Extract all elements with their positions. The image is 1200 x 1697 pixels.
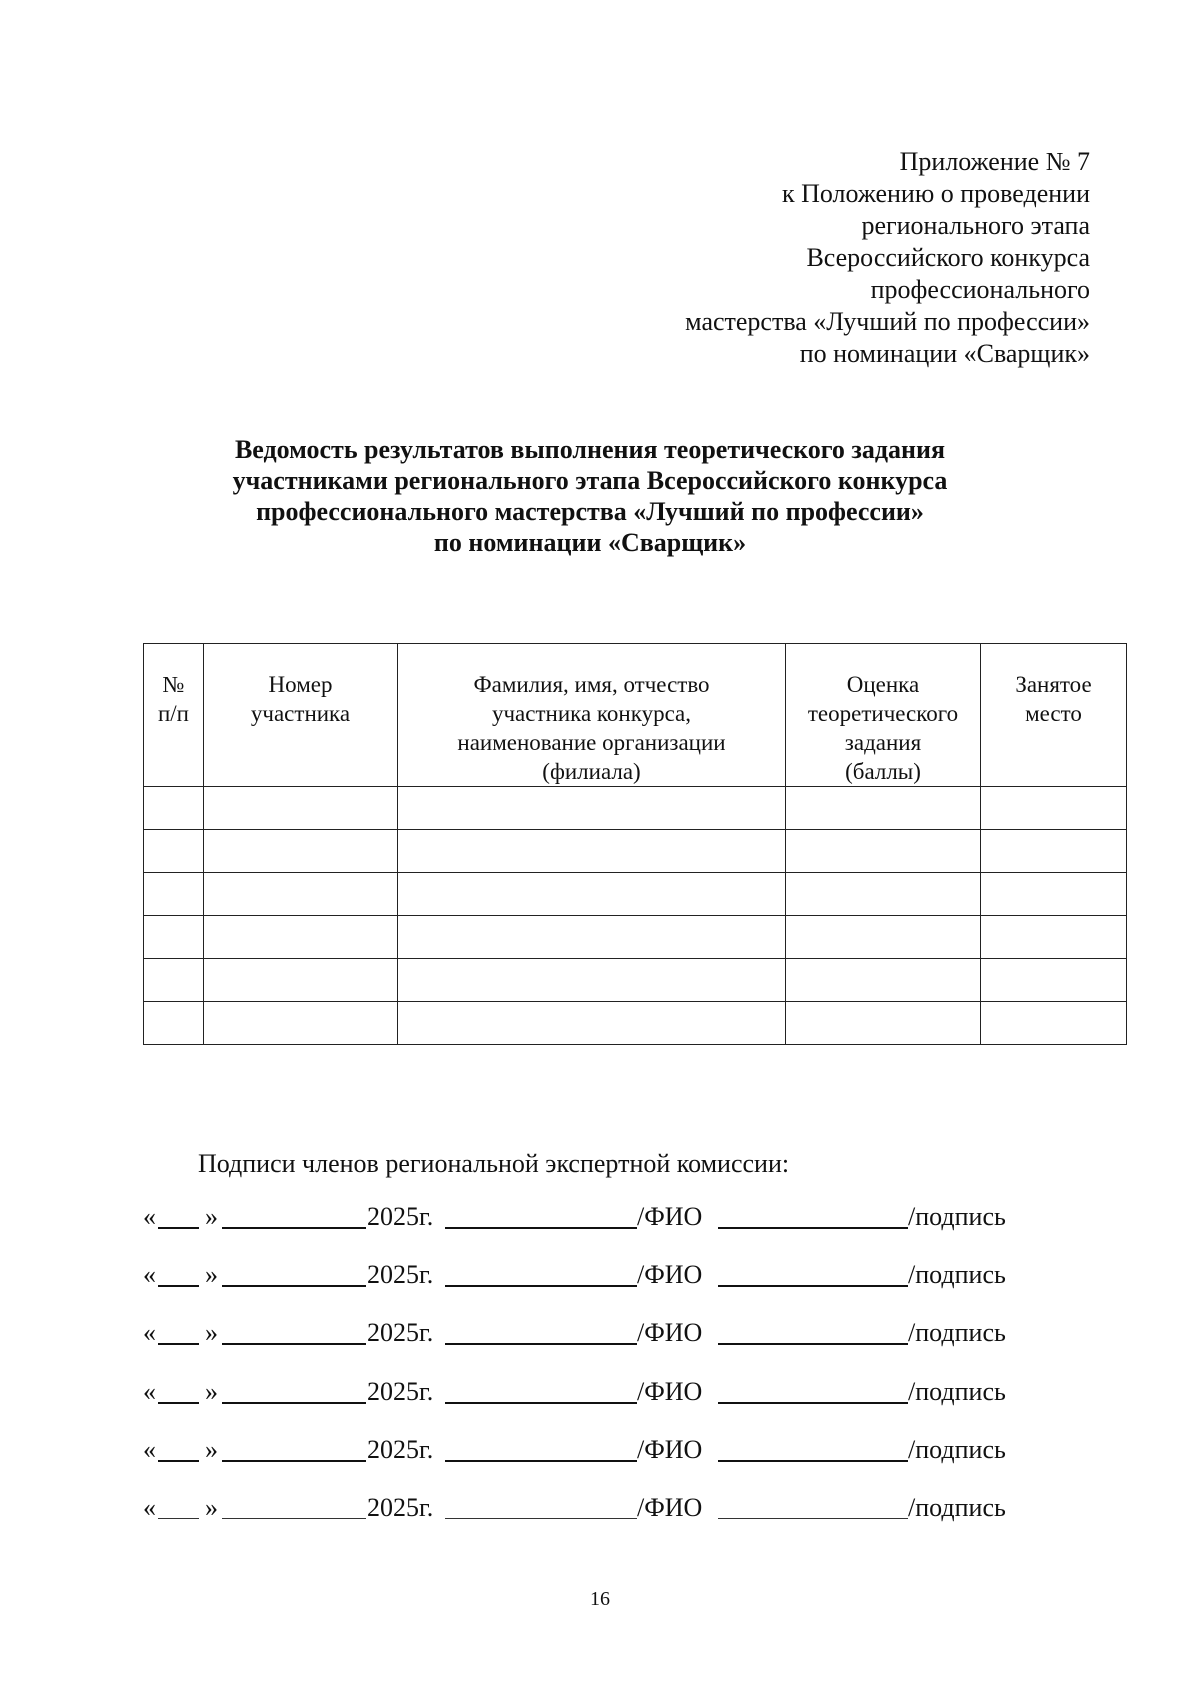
- table-cell[interactable]: [144, 916, 204, 959]
- year-label: 2025г.: [367, 1202, 434, 1231]
- fio-field[interactable]: [445, 1343, 637, 1345]
- close-quote: »: [205, 1435, 218, 1464]
- table-cell[interactable]: [786, 787, 981, 830]
- table-cell[interactable]: [981, 916, 1127, 959]
- column-header: [204, 644, 398, 787]
- year-label: 2025г.: [367, 1493, 434, 1522]
- table-cell[interactable]: [786, 959, 981, 1002]
- column-header-line: теоретического: [807, 701, 959, 726]
- column-header-line: участника: [250, 701, 351, 726]
- fio-label: /ФИО: [637, 1435, 703, 1464]
- column-header-line: Оценка: [846, 672, 920, 697]
- column-header-line: п/п: [157, 701, 189, 726]
- signature-field[interactable]: [718, 1402, 908, 1404]
- column-header-line: место: [1025, 701, 1082, 726]
- table-cell[interactable]: [981, 1002, 1127, 1045]
- fio-field[interactable]: [445, 1518, 637, 1519]
- column-header-line: задания: [844, 730, 922, 755]
- appendix-block: [570, 146, 1090, 370]
- close-quote: »: [205, 1318, 218, 1347]
- table-cell[interactable]: [981, 830, 1127, 873]
- day-field[interactable]: [158, 1402, 199, 1404]
- fio-label: /ФИО: [637, 1202, 703, 1231]
- fio-field[interactable]: [445, 1402, 637, 1404]
- column-header-line: (баллы): [845, 759, 921, 784]
- close-quote: »: [205, 1377, 218, 1406]
- table-cell[interactable]: [398, 959, 786, 1002]
- signature-label: /подпись: [908, 1493, 1006, 1522]
- signature-line: [143, 1316, 1123, 1350]
- open-quote: «: [143, 1377, 156, 1406]
- table-cell[interactable]: [398, 787, 786, 830]
- signature-label: /подпись: [908, 1377, 1006, 1406]
- appendix-line: мастерства «Лучший по профессии»: [685, 307, 1090, 336]
- signature-label: /подпись: [908, 1318, 1006, 1347]
- day-field[interactable]: [158, 1518, 199, 1519]
- day-field[interactable]: [158, 1227, 199, 1229]
- table-cell[interactable]: [144, 830, 204, 873]
- table-cell[interactable]: [144, 1002, 204, 1045]
- signature-field[interactable]: [718, 1518, 908, 1519]
- table-cell[interactable]: [981, 873, 1127, 916]
- table-row: [144, 787, 1127, 830]
- table-cell[interactable]: [204, 1002, 398, 1045]
- month-field[interactable]: [222, 1285, 366, 1287]
- close-quote: »: [205, 1202, 218, 1231]
- fio-label: /ФИО: [637, 1318, 703, 1347]
- table-cell[interactable]: [981, 787, 1127, 830]
- open-quote: «: [143, 1318, 156, 1347]
- table-row: [144, 873, 1127, 916]
- table-cell[interactable]: [398, 830, 786, 873]
- day-field[interactable]: [158, 1285, 199, 1287]
- appendix-line: регионального этапа: [861, 211, 1090, 240]
- table-row: [144, 1002, 1127, 1045]
- signature-field[interactable]: [718, 1343, 908, 1345]
- signature-field[interactable]: [718, 1285, 908, 1287]
- table-cell[interactable]: [204, 830, 398, 873]
- close-quote: »: [205, 1260, 218, 1289]
- year-label: 2025г.: [367, 1377, 434, 1406]
- table-cell[interactable]: [144, 959, 204, 1002]
- signature-field[interactable]: [718, 1460, 908, 1462]
- fio-field[interactable]: [445, 1227, 637, 1229]
- month-field[interactable]: [222, 1343, 366, 1345]
- title-line: Ведомость результатов выполнения теоретического задания: [234, 435, 946, 464]
- month-field[interactable]: [222, 1402, 366, 1404]
- month-field[interactable]: [222, 1227, 366, 1229]
- month-field[interactable]: [222, 1518, 366, 1519]
- column-header: [144, 644, 204, 787]
- column-header-line: Номер: [268, 672, 333, 697]
- column-header-line: Занятое: [1015, 672, 1092, 697]
- table-cell[interactable]: [786, 830, 981, 873]
- column-header-line: (филиала): [542, 759, 641, 784]
- table-cell[interactable]: [398, 916, 786, 959]
- column-header: [981, 644, 1127, 787]
- close-quote: »: [205, 1493, 218, 1522]
- open-quote: «: [143, 1493, 156, 1522]
- table-cell[interactable]: [144, 873, 204, 916]
- table-row: [144, 916, 1127, 959]
- title-line: участниками регионального этапа Всероссийского конкурса: [232, 466, 948, 495]
- title-line: профессионального мастерства «Лучший по профессии»: [256, 497, 924, 526]
- appendix-line: Всероссийского конкурса: [806, 243, 1090, 272]
- table-header-row: [144, 644, 1127, 787]
- day-field[interactable]: [158, 1460, 199, 1462]
- signatures-heading: Подписи членов региональной экспертной комиссии:: [198, 1149, 790, 1178]
- signature-line: [143, 1491, 1123, 1525]
- signature-line: [143, 1433, 1123, 1467]
- fio-label: /ФИО: [637, 1377, 703, 1406]
- title-line: по номинации «Сварщик»: [433, 528, 747, 557]
- appendix-line: профессионального: [870, 275, 1090, 304]
- month-field[interactable]: [222, 1460, 366, 1462]
- table-cell[interactable]: [786, 1002, 981, 1045]
- table-cell[interactable]: [204, 873, 398, 916]
- fio-field[interactable]: [445, 1460, 637, 1462]
- day-field[interactable]: [158, 1343, 199, 1345]
- column-header-line: №: [162, 672, 185, 697]
- table-row: [144, 830, 1127, 873]
- appendix-line: к Положению о проведении: [781, 179, 1090, 208]
- column-header: [398, 644, 786, 787]
- open-quote: «: [143, 1260, 156, 1289]
- year-label: 2025г.: [367, 1318, 434, 1347]
- document-title: [130, 434, 1050, 558]
- fio-label: /ФИО: [637, 1493, 703, 1522]
- year-label: 2025г.: [367, 1435, 434, 1464]
- open-quote: «: [143, 1202, 156, 1231]
- column-header: [786, 644, 981, 787]
- signature-field[interactable]: [718, 1227, 908, 1229]
- signature-label: /подпись: [908, 1260, 1006, 1289]
- results-table: [143, 643, 1127, 1045]
- table-cell[interactable]: [786, 916, 981, 959]
- column-header-line: участника конкурса,: [491, 701, 692, 726]
- appendix-line: Приложение № 7: [899, 147, 1090, 176]
- column-header-line: Фамилия, имя, отчество: [473, 672, 710, 697]
- column-header-line: наименование организации: [457, 730, 726, 755]
- table-cell[interactable]: [204, 787, 398, 830]
- signature-line: [143, 1258, 1123, 1292]
- signature-label: /подпись: [908, 1435, 1006, 1464]
- table-cell[interactable]: [204, 916, 398, 959]
- signature-line: [143, 1375, 1123, 1409]
- fio-label: /ФИО: [637, 1260, 703, 1289]
- table-cell[interactable]: [786, 873, 981, 916]
- fio-field[interactable]: [445, 1285, 637, 1287]
- page-number: 16: [590, 1588, 610, 1610]
- year-label: 2025г.: [367, 1260, 434, 1289]
- signature-label: /подпись: [908, 1202, 1006, 1231]
- table-cell[interactable]: [981, 959, 1127, 1002]
- appendix-line: по номинации «Сварщик»: [799, 339, 1090, 368]
- table-row: [144, 959, 1127, 1002]
- signature-line: [143, 1200, 1123, 1234]
- table-cell[interactable]: [398, 873, 786, 916]
- table-cell[interactable]: [398, 1002, 786, 1045]
- table-cell[interactable]: [204, 959, 398, 1002]
- open-quote: «: [143, 1435, 156, 1464]
- table-body: [144, 787, 1127, 1045]
- table-cell[interactable]: [144, 787, 204, 830]
